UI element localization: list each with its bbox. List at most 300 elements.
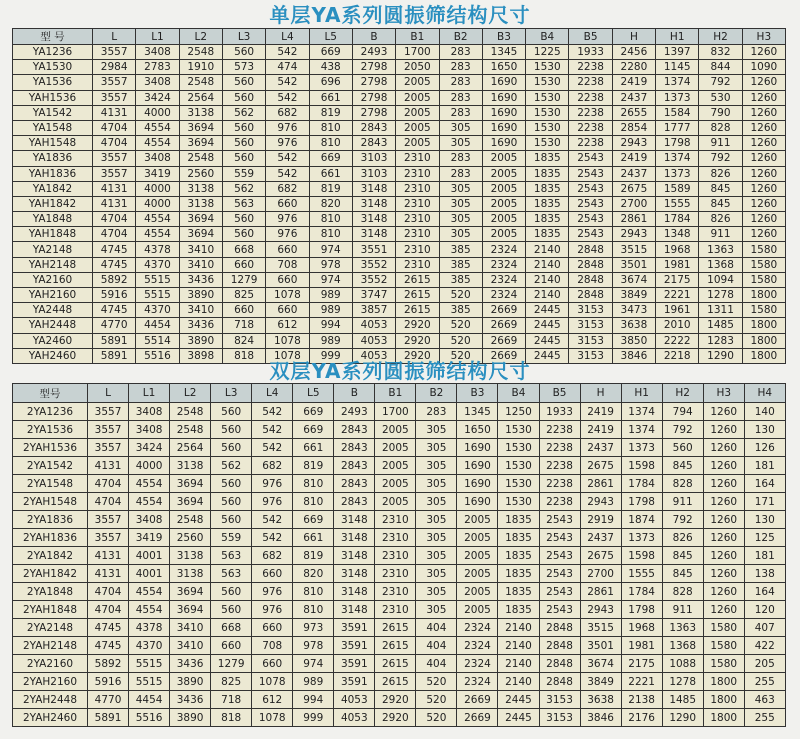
value-cell: 828 [699, 120, 742, 135]
value-cell: 3846 [612, 348, 655, 363]
model-cell: 2YA1836 [13, 511, 88, 529]
value-cell: 1910 [179, 60, 222, 75]
value-cell: 911 [662, 493, 703, 511]
column-header-L3: L3 [211, 384, 252, 403]
value-cell: 1981 [621, 637, 662, 655]
column-header-B5: B5 [569, 29, 612, 45]
table-row [13, 403, 786, 421]
value-cell: 2310 [375, 565, 416, 583]
value-cell: 682 [266, 181, 309, 196]
value-cell: 4131 [88, 547, 129, 565]
value-cell: 1874 [621, 511, 662, 529]
value-cell: 2854 [612, 120, 655, 135]
value-cell: 2564 [179, 90, 222, 105]
value-cell: 1260 [742, 75, 785, 90]
value-cell: 1373 [621, 439, 662, 457]
value-cell: 661 [293, 529, 334, 547]
column-header-L4: L4 [252, 384, 293, 403]
value-cell: 4000 [129, 457, 170, 475]
value-cell: 2310 [396, 212, 439, 227]
value-cell: 2445 [526, 333, 569, 348]
value-cell: 2238 [539, 493, 580, 511]
value-cell: 2669 [457, 691, 498, 709]
value-cell: 1555 [656, 196, 699, 211]
column-header-H3: H3 [703, 384, 744, 403]
value-cell: 3557 [88, 529, 129, 547]
value-cell: 669 [293, 403, 334, 421]
value-cell: 305 [439, 227, 482, 242]
value-cell: 1798 [621, 601, 662, 619]
table-row [13, 601, 786, 619]
value-cell: 2560 [170, 529, 211, 547]
value-cell: 718 [211, 691, 252, 709]
value-cell: 661 [309, 90, 352, 105]
value-cell: 810 [309, 120, 352, 135]
value-cell: 1800 [703, 673, 744, 691]
value-cell: 2010 [656, 318, 699, 333]
value-cell: 4554 [129, 583, 170, 601]
value-cell: 1784 [621, 583, 662, 601]
value-cell: 1283 [699, 333, 742, 348]
value-cell: 660 [252, 619, 293, 637]
table-row [13, 75, 786, 90]
value-cell: 1311 [699, 303, 742, 318]
value-cell: 5514 [136, 333, 179, 348]
value-cell: 2848 [539, 637, 580, 655]
table-row [13, 105, 786, 120]
value-cell: 973 [293, 619, 334, 637]
value-cell: 2548 [170, 511, 211, 529]
value-cell: 5892 [88, 655, 129, 673]
value-cell: 3148 [334, 583, 375, 601]
value-cell: 130 [744, 511, 785, 529]
model-cell: 2YAH2448 [13, 691, 88, 709]
model-cell: YA1842 [13, 181, 93, 196]
value-cell: 2437 [580, 439, 621, 457]
column-header-L5: L5 [293, 384, 334, 403]
table-row [13, 691, 786, 709]
value-cell: 3424 [129, 439, 170, 457]
value-cell: 3638 [580, 691, 621, 709]
value-cell: 5891 [93, 333, 136, 348]
value-cell: 845 [699, 181, 742, 196]
value-cell: 2238 [569, 105, 612, 120]
value-cell: 2675 [580, 457, 621, 475]
value-cell: 305 [416, 511, 457, 529]
value-cell: 2655 [612, 105, 655, 120]
model-cell: YA1542 [13, 105, 93, 120]
value-cell: 820 [293, 565, 334, 583]
value-cell: 4770 [88, 691, 129, 709]
value-cell: 2238 [539, 439, 580, 457]
model-cell: 2YA1548 [13, 475, 88, 493]
value-cell: 828 [662, 475, 703, 493]
value-cell: 542 [252, 421, 293, 439]
value-cell: 2310 [396, 227, 439, 242]
value-cell: 845 [699, 196, 742, 211]
value-cell: 1580 [742, 303, 785, 318]
value-cell: 976 [266, 212, 309, 227]
table-row [13, 619, 786, 637]
value-cell: 1260 [742, 196, 785, 211]
value-cell: 305 [439, 196, 482, 211]
column-header-B: B [352, 29, 395, 45]
value-cell: 1260 [703, 439, 744, 457]
value-cell: 4053 [352, 333, 395, 348]
value-cell: 2005 [375, 493, 416, 511]
value-cell: 283 [416, 403, 457, 421]
model-cell: YA2160 [13, 272, 93, 287]
value-cell: 542 [252, 511, 293, 529]
value-cell: 205 [744, 655, 785, 673]
value-cell: 283 [439, 105, 482, 120]
value-cell: 3551 [352, 242, 395, 257]
value-cell: 4554 [136, 136, 179, 151]
column-header-型号: 型号 [13, 384, 88, 403]
value-cell: 2419 [580, 421, 621, 439]
table-row [13, 303, 786, 318]
value-cell: 2669 [482, 333, 525, 348]
value-cell: 3103 [352, 151, 395, 166]
value-cell: 2324 [457, 673, 498, 691]
value-cell: 2615 [396, 288, 439, 303]
value-cell: 1961 [656, 303, 699, 318]
value-cell: 2419 [580, 403, 621, 421]
value-cell: 1250 [498, 403, 539, 421]
value-cell: 2445 [526, 348, 569, 363]
value-cell: 2221 [621, 673, 662, 691]
value-cell: 1968 [656, 242, 699, 257]
value-cell: 3410 [179, 257, 222, 272]
value-cell: 1278 [699, 288, 742, 303]
column-header-L1: L1 [129, 384, 170, 403]
value-cell: 2920 [396, 348, 439, 363]
value-cell: 542 [252, 439, 293, 457]
value-cell: 2445 [526, 303, 569, 318]
value-cell: 305 [416, 601, 457, 619]
value-cell: 2943 [612, 136, 655, 151]
value-cell: 1555 [621, 565, 662, 583]
value-cell: 2005 [457, 565, 498, 583]
value-cell: 2943 [580, 493, 621, 511]
value-cell: 2560 [179, 166, 222, 181]
table-row [13, 457, 786, 475]
column-header-H1: H1 [656, 29, 699, 45]
value-cell: 1530 [498, 493, 539, 511]
value-cell: 3898 [179, 348, 222, 363]
value-cell: 560 [211, 421, 252, 439]
value-cell: 2543 [569, 196, 612, 211]
value-cell: 2493 [334, 403, 375, 421]
value-cell: 669 [293, 421, 334, 439]
value-cell: 4454 [136, 318, 179, 333]
value-cell: 2445 [498, 691, 539, 709]
value-cell: 1278 [662, 673, 703, 691]
value-cell: 3138 [170, 547, 211, 565]
value-cell: 3591 [334, 655, 375, 673]
value-cell: 2324 [482, 242, 525, 257]
value-cell: 305 [416, 493, 457, 511]
value-cell: 844 [699, 60, 742, 75]
value-cell: 2218 [656, 348, 699, 363]
model-cell: YAH1848 [13, 227, 93, 242]
value-cell: 4745 [88, 637, 129, 655]
value-cell: 1580 [703, 619, 744, 637]
value-cell: 3153 [569, 318, 612, 333]
value-cell: 1835 [498, 583, 539, 601]
value-cell: 562 [211, 457, 252, 475]
value-cell: 573 [222, 60, 265, 75]
value-cell: 3138 [170, 565, 211, 583]
value-cell: 2669 [457, 709, 498, 727]
value-cell: 3501 [612, 257, 655, 272]
value-cell: 1397 [656, 45, 699, 60]
column-header-B: B [334, 384, 375, 403]
value-cell: 2543 [569, 181, 612, 196]
value-cell: 1580 [742, 272, 785, 287]
table-row [13, 166, 786, 181]
value-cell: 283 [439, 75, 482, 90]
value-cell: 792 [662, 511, 703, 529]
value-cell: 305 [416, 583, 457, 601]
value-cell: 2005 [457, 547, 498, 565]
column-header-L2: L2 [179, 29, 222, 45]
value-cell: 181 [744, 457, 785, 475]
value-cell: 3694 [179, 120, 222, 135]
value-cell: 660 [252, 565, 293, 583]
value-cell: 559 [211, 529, 252, 547]
value-cell: 1650 [482, 60, 525, 75]
value-cell: 2437 [612, 90, 655, 105]
value-cell: 1088 [662, 655, 703, 673]
value-cell: 826 [662, 529, 703, 547]
column-header-L1: L1 [136, 29, 179, 45]
value-cell: 1260 [703, 529, 744, 547]
value-cell: 4770 [93, 318, 136, 333]
value-cell: 3138 [170, 457, 211, 475]
value-cell: 660 [266, 242, 309, 257]
value-cell: 3148 [352, 212, 395, 227]
value-cell: 542 [266, 75, 309, 90]
value-cell: 542 [266, 45, 309, 60]
value-cell: 305 [416, 565, 457, 583]
column-header-型号: 型 号 [13, 29, 93, 45]
value-cell: 3138 [179, 196, 222, 211]
value-cell: 1690 [457, 457, 498, 475]
value-cell: 2140 [526, 272, 569, 287]
value-cell: 3552 [352, 272, 395, 287]
value-cell: 2140 [526, 288, 569, 303]
value-cell: 2310 [375, 511, 416, 529]
value-cell: 999 [293, 709, 334, 727]
table-row [13, 583, 786, 601]
value-cell: 825 [211, 673, 252, 691]
value-cell: 2175 [656, 272, 699, 287]
value-cell: 1798 [621, 493, 662, 511]
value-cell: 4454 [129, 691, 170, 709]
value-cell: 4745 [88, 619, 129, 637]
value-cell: 1530 [526, 105, 569, 120]
value-cell: 2943 [580, 601, 621, 619]
value-cell: 3846 [580, 709, 621, 727]
value-cell: 660 [266, 303, 309, 318]
table-row [13, 529, 786, 547]
value-cell: 1835 [498, 565, 539, 583]
model-cell: YAH1548 [13, 136, 93, 151]
value-cell: 3408 [129, 421, 170, 439]
model-cell: YAH2448 [13, 318, 93, 333]
column-header-B4: B4 [526, 29, 569, 45]
value-cell: 2005 [396, 136, 439, 151]
value-cell: 1800 [742, 333, 785, 348]
value-cell: 3694 [179, 212, 222, 227]
value-cell: 1260 [742, 166, 785, 181]
value-cell: 1485 [662, 691, 703, 709]
value-cell: 1598 [621, 547, 662, 565]
value-cell: 4704 [88, 475, 129, 493]
value-cell: 2419 [612, 75, 655, 90]
value-cell: 2843 [334, 439, 375, 457]
value-cell: 1374 [621, 421, 662, 439]
model-cell: YA1530 [13, 60, 93, 75]
value-cell: 1374 [621, 403, 662, 421]
value-cell: 1373 [656, 166, 699, 181]
value-cell: 3153 [569, 348, 612, 363]
value-cell: 125 [744, 529, 785, 547]
value-cell: 3410 [170, 637, 211, 655]
value-cell: 845 [662, 565, 703, 583]
value-cell: 2843 [334, 475, 375, 493]
value-cell: 978 [293, 637, 334, 655]
value-cell: 3674 [580, 655, 621, 673]
value-cell: 2920 [375, 691, 416, 709]
value-cell: 1800 [742, 348, 785, 363]
value-cell: 824 [222, 333, 265, 348]
value-cell: 3694 [170, 601, 211, 619]
value-cell: 3557 [93, 90, 136, 105]
value-cell: 542 [266, 166, 309, 181]
value-cell: 5916 [88, 673, 129, 691]
value-cell: 2861 [580, 475, 621, 493]
value-cell: 562 [222, 181, 265, 196]
value-cell: 2222 [656, 333, 699, 348]
value-cell: 1580 [703, 637, 744, 655]
value-cell: 1345 [457, 403, 498, 421]
value-cell: 3408 [136, 45, 179, 60]
value-cell: 661 [309, 166, 352, 181]
value-cell: 3473 [612, 303, 655, 318]
value-cell: 1589 [656, 181, 699, 196]
value-cell: 4000 [136, 196, 179, 211]
model-cell: YAH1536 [13, 90, 93, 105]
value-cell: 2310 [375, 583, 416, 601]
value-cell: 2005 [375, 475, 416, 493]
value-cell: 2943 [612, 227, 655, 242]
table-row [13, 257, 786, 272]
value-cell: 2675 [580, 547, 621, 565]
value-cell: 792 [699, 151, 742, 166]
value-cell: 2543 [569, 212, 612, 227]
column-header-H: H [580, 384, 621, 403]
value-cell: 3557 [88, 403, 129, 421]
table-row [13, 120, 786, 135]
value-cell: 2843 [334, 457, 375, 475]
value-cell: 2005 [375, 439, 416, 457]
value-cell: 4053 [334, 709, 375, 727]
value-cell: 3694 [170, 583, 211, 601]
value-cell: 164 [744, 475, 785, 493]
value-cell: 2238 [569, 60, 612, 75]
model-cell: YA1548 [13, 120, 93, 135]
value-cell: 560 [222, 151, 265, 166]
value-cell: 1260 [703, 565, 744, 583]
value-cell: 792 [662, 421, 703, 439]
value-cell: 2005 [457, 601, 498, 619]
value-cell: 385 [439, 257, 482, 272]
value-cell: 3557 [88, 421, 129, 439]
value-cell: 3138 [179, 181, 222, 196]
value-cell: 3674 [612, 272, 655, 287]
value-cell: 1800 [703, 691, 744, 709]
value-cell: 2310 [396, 181, 439, 196]
value-cell: 792 [699, 75, 742, 90]
value-cell: 5916 [93, 288, 136, 303]
value-cell: 3410 [170, 619, 211, 637]
value-cell: 2456 [612, 45, 655, 60]
value-cell: 1690 [482, 75, 525, 90]
value-cell: 2843 [334, 493, 375, 511]
value-cell: 1835 [526, 196, 569, 211]
value-cell: 819 [293, 547, 334, 565]
value-cell: 3419 [136, 166, 179, 181]
value-cell: 612 [266, 318, 309, 333]
value-cell: 1345 [482, 45, 525, 60]
value-cell: 2310 [396, 196, 439, 211]
table-row [13, 272, 786, 287]
value-cell: 463 [744, 691, 785, 709]
value-cell: 810 [293, 601, 334, 619]
value-cell: 283 [439, 45, 482, 60]
value-cell: 2848 [569, 288, 612, 303]
value-cell: 3153 [539, 709, 580, 727]
value-cell: 3591 [334, 619, 375, 637]
value-cell: 2005 [396, 120, 439, 135]
value-cell: 5516 [129, 709, 170, 727]
value-cell: 404 [416, 619, 457, 637]
value-cell: 1094 [699, 272, 742, 287]
column-header-B3: B3 [482, 29, 525, 45]
value-cell: 4554 [136, 227, 179, 242]
single-deck-table-title: 单层YA系列圆振筛结构尺寸 [269, 3, 531, 27]
value-cell: 305 [439, 136, 482, 151]
model-cell: YA1836 [13, 151, 93, 166]
value-cell: 1690 [457, 475, 498, 493]
value-cell: 1373 [621, 529, 662, 547]
value-cell: 4370 [129, 637, 170, 655]
value-cell: 1700 [396, 45, 439, 60]
value-cell: 911 [662, 601, 703, 619]
value-cell: 2548 [179, 75, 222, 90]
value-cell: 305 [416, 457, 457, 475]
value-cell: 1348 [656, 227, 699, 242]
value-cell: 1530 [526, 60, 569, 75]
value-cell: 2861 [612, 212, 655, 227]
value-cell: 2548 [179, 45, 222, 60]
table-row [13, 181, 786, 196]
value-cell: 560 [222, 75, 265, 90]
value-cell: 1690 [482, 105, 525, 120]
value-cell: 4053 [352, 348, 395, 363]
